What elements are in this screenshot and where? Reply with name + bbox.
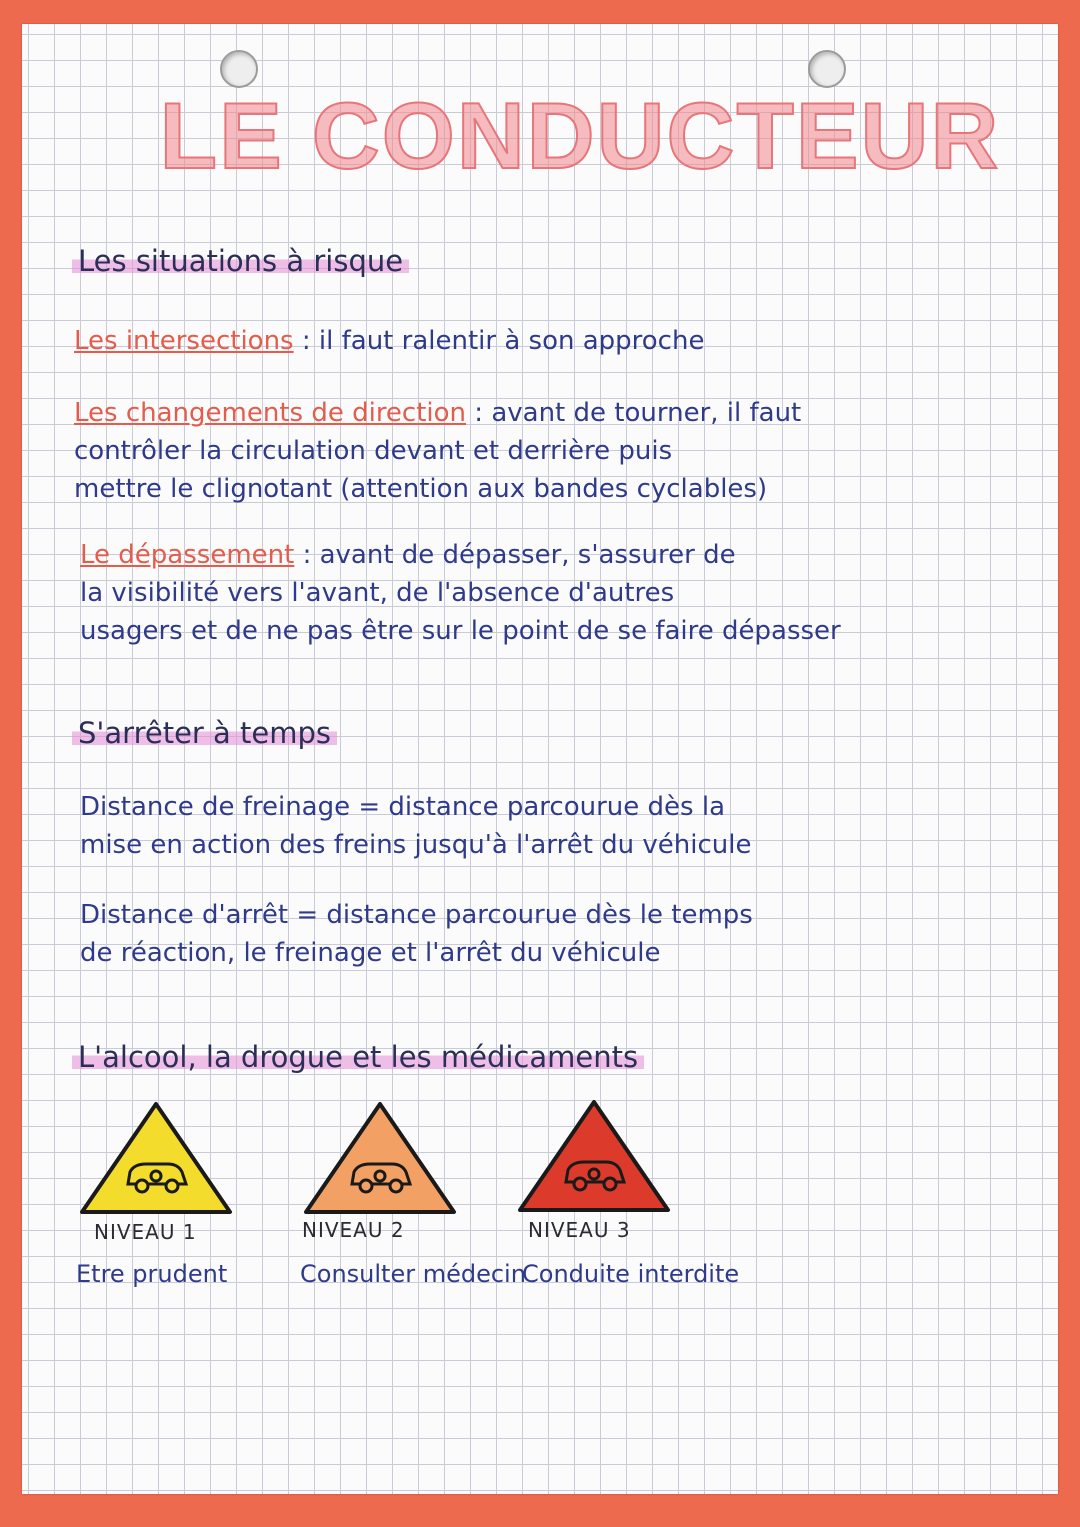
definition-text: Distance d'arrêt = distance parcourue dès le temps <box>80 900 753 930</box>
risk-lead: Les changements de direction <box>74 398 467 428</box>
risk-text: usagers et de ne pas être sur le point de se faire dépasser <box>80 616 841 646</box>
risk-lead: Les intersections <box>74 326 294 356</box>
warning-sign-level-2 <box>300 1098 460 1220</box>
warning-sign-level-1 <box>76 1098 236 1220</box>
risk-item-direction <box>74 394 801 508</box>
level-advice: Consulter médecin <box>300 1260 526 1288</box>
level-advice: Etre prudent <box>76 1260 228 1288</box>
definition-braking-distance <box>80 788 752 864</box>
risk-lead: Le dépassement <box>80 540 295 570</box>
risk-text: mettre le clignotant (attention aux bandes cyclables) <box>74 474 768 504</box>
section-heading-alcohol: L'alcool, la drogue et les médicaments <box>72 1040 644 1074</box>
level-advice: Conduite interdite <box>522 1260 740 1288</box>
section-heading-risk: Les situations à risque <box>72 244 409 278</box>
risk-text: : il faut ralentir à son approche <box>301 326 705 356</box>
risk-text: : avant de dépasser, s'assurer de <box>302 540 736 570</box>
risk-text: contrôler la circulation devant et derrière puis <box>74 436 673 466</box>
risk-text: : avant de tourner, il faut <box>474 398 802 428</box>
definition-text: de réaction, le freinage et l'arrêt du véhicule <box>80 938 661 968</box>
level-label: NIVEAU 2 <box>302 1218 405 1242</box>
definition-text: Distance de freinage = distance parcourue dès la <box>80 792 725 822</box>
level-label: NIVEAU 1 <box>94 1220 197 1244</box>
definition-stopping-distance <box>80 896 753 972</box>
risk-item-intersections <box>74 322 704 360</box>
definition-text: mise en action des freins jusqu'à l'arrêt du véhicule <box>80 830 752 860</box>
risk-item-overtaking <box>80 536 841 650</box>
risk-text: la visibilité vers l'avant, de l'absence d'autres <box>80 578 675 608</box>
level-label: NIVEAU 3 <box>528 1218 631 1242</box>
section-heading-stop: S'arrêter à temps <box>72 716 337 750</box>
page-title: LE CONDUCTEUR <box>159 83 1001 188</box>
warning-sign-level-3 <box>514 1096 674 1218</box>
